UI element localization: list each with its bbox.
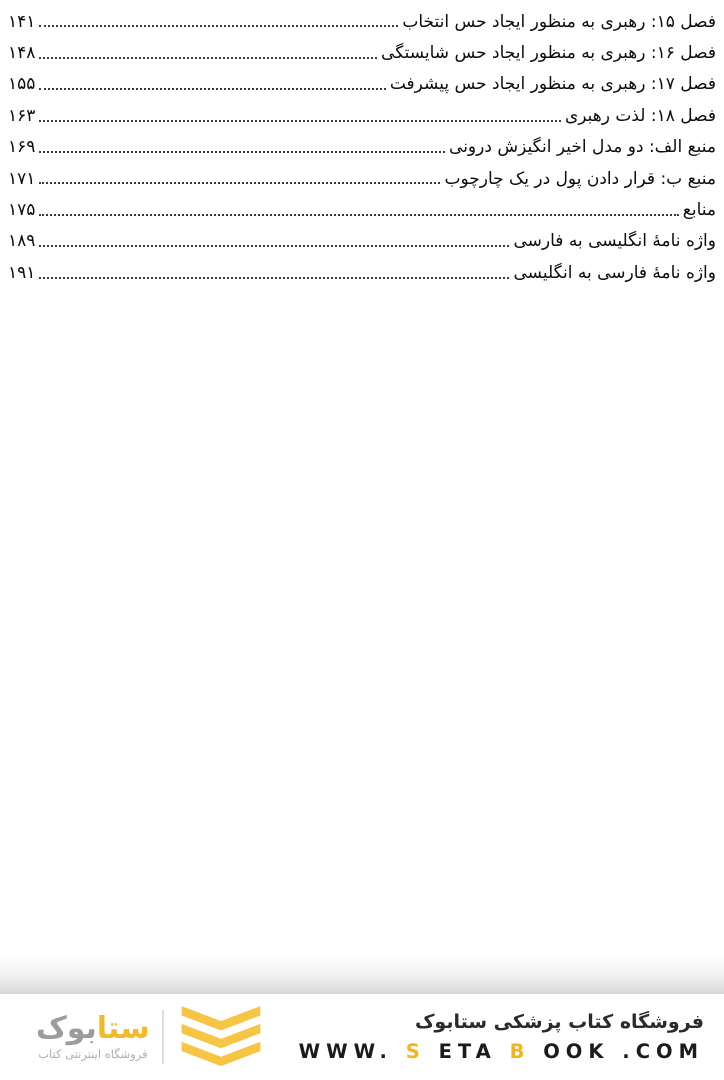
logo-tagline: فروشگاه اینترنتی کتاب (38, 1047, 148, 1062)
website-url-part: OOK (543, 1040, 610, 1063)
toc-entry-row (8, 226, 716, 257)
toc-entry-page-number: ۱۷۵ (8, 200, 36, 221)
toc-entry-title: فصل ۱۸: لذت رهبری (564, 105, 716, 126)
dotted-leader (39, 277, 509, 279)
toc-entry-row (8, 37, 716, 68)
logo-wordmark-gray-part: بوک (36, 1010, 97, 1046)
logo-divider (162, 1010, 164, 1064)
table-of-contents (0, 6, 724, 289)
website-url-part: WWW. (298, 1040, 393, 1063)
logo-text-block (36, 1010, 150, 1062)
toc-entry-row (8, 69, 716, 100)
footer-banner (0, 994, 724, 1080)
dotted-leader (39, 88, 385, 90)
toc-entry-page-number: ۱۸۹ (8, 231, 36, 252)
toc-entry-title: منابع (682, 200, 716, 221)
toc-entry-page-number: ۱۹۱ (8, 262, 36, 283)
toc-entry-row (8, 132, 716, 163)
toc-entry-page-number: ۱۶۹ (8, 137, 36, 158)
toc-entry-title: منبع الف: دو مدل اخیر انگیزش درونی (449, 137, 716, 158)
chevron-s-icon (176, 1006, 266, 1068)
dotted-leader (39, 151, 445, 153)
website-url-part: S (405, 1040, 426, 1063)
toc-entry-page-number: ۱۴۱ (8, 11, 36, 32)
dotted-leader (39, 120, 561, 122)
toc-entry-row (8, 194, 716, 225)
toc-entry-row (8, 6, 716, 37)
store-title: فروشگاه کتاب پزشکی ستابوک (414, 1011, 704, 1033)
dotted-leader (39, 245, 509, 247)
toc-entry-page-number: ۱۵۵ (8, 74, 36, 95)
setabook-logo[interactable] (36, 1006, 266, 1068)
toc-entry-row (8, 163, 716, 194)
toc-entry-title: فصل ۱۶: رهبری به منظور ایجاد حس شایستگی (381, 43, 716, 64)
website-url-part: ETA (438, 1040, 497, 1063)
website-url-part: .COM (622, 1040, 704, 1063)
toc-entry-page-number: ۱۴۸ (8, 43, 36, 64)
dotted-leader (39, 25, 398, 27)
toc-entry-row (8, 257, 716, 288)
toc-entry-title: فصل ۱۷: رهبری به منظور ایجاد حس پیشرفت (389, 74, 716, 95)
logo-wordmark-accent-part: ستا (96, 1010, 150, 1046)
toc-entry-title: واژه نامهٔ انگلیسی به فارسی (513, 231, 716, 252)
toc-entry-title: واژه نامهٔ فارسی به انگلیسی (513, 262, 716, 283)
website-url[interactable] (299, 1040, 704, 1063)
footer-right-block (299, 1011, 704, 1063)
logo-wordmark (36, 1010, 150, 1046)
website-url-part: B (509, 1040, 531, 1063)
page-bottom-shadow (0, 956, 724, 994)
dotted-leader (39, 57, 377, 59)
toc-entry-title: منبع ب: قرار دادن پول در یک چارچوب (444, 168, 716, 189)
dotted-leader (39, 214, 678, 216)
toc-entry-row (8, 100, 716, 131)
toc-entry-page-number: ۱۶۳ (8, 105, 36, 126)
toc-entry-page-number: ۱۷۱ (8, 168, 36, 189)
dotted-leader (39, 182, 440, 184)
toc-entry-title: فصل ۱۵: رهبری به منظور ایجاد حس انتخاب (402, 11, 716, 32)
